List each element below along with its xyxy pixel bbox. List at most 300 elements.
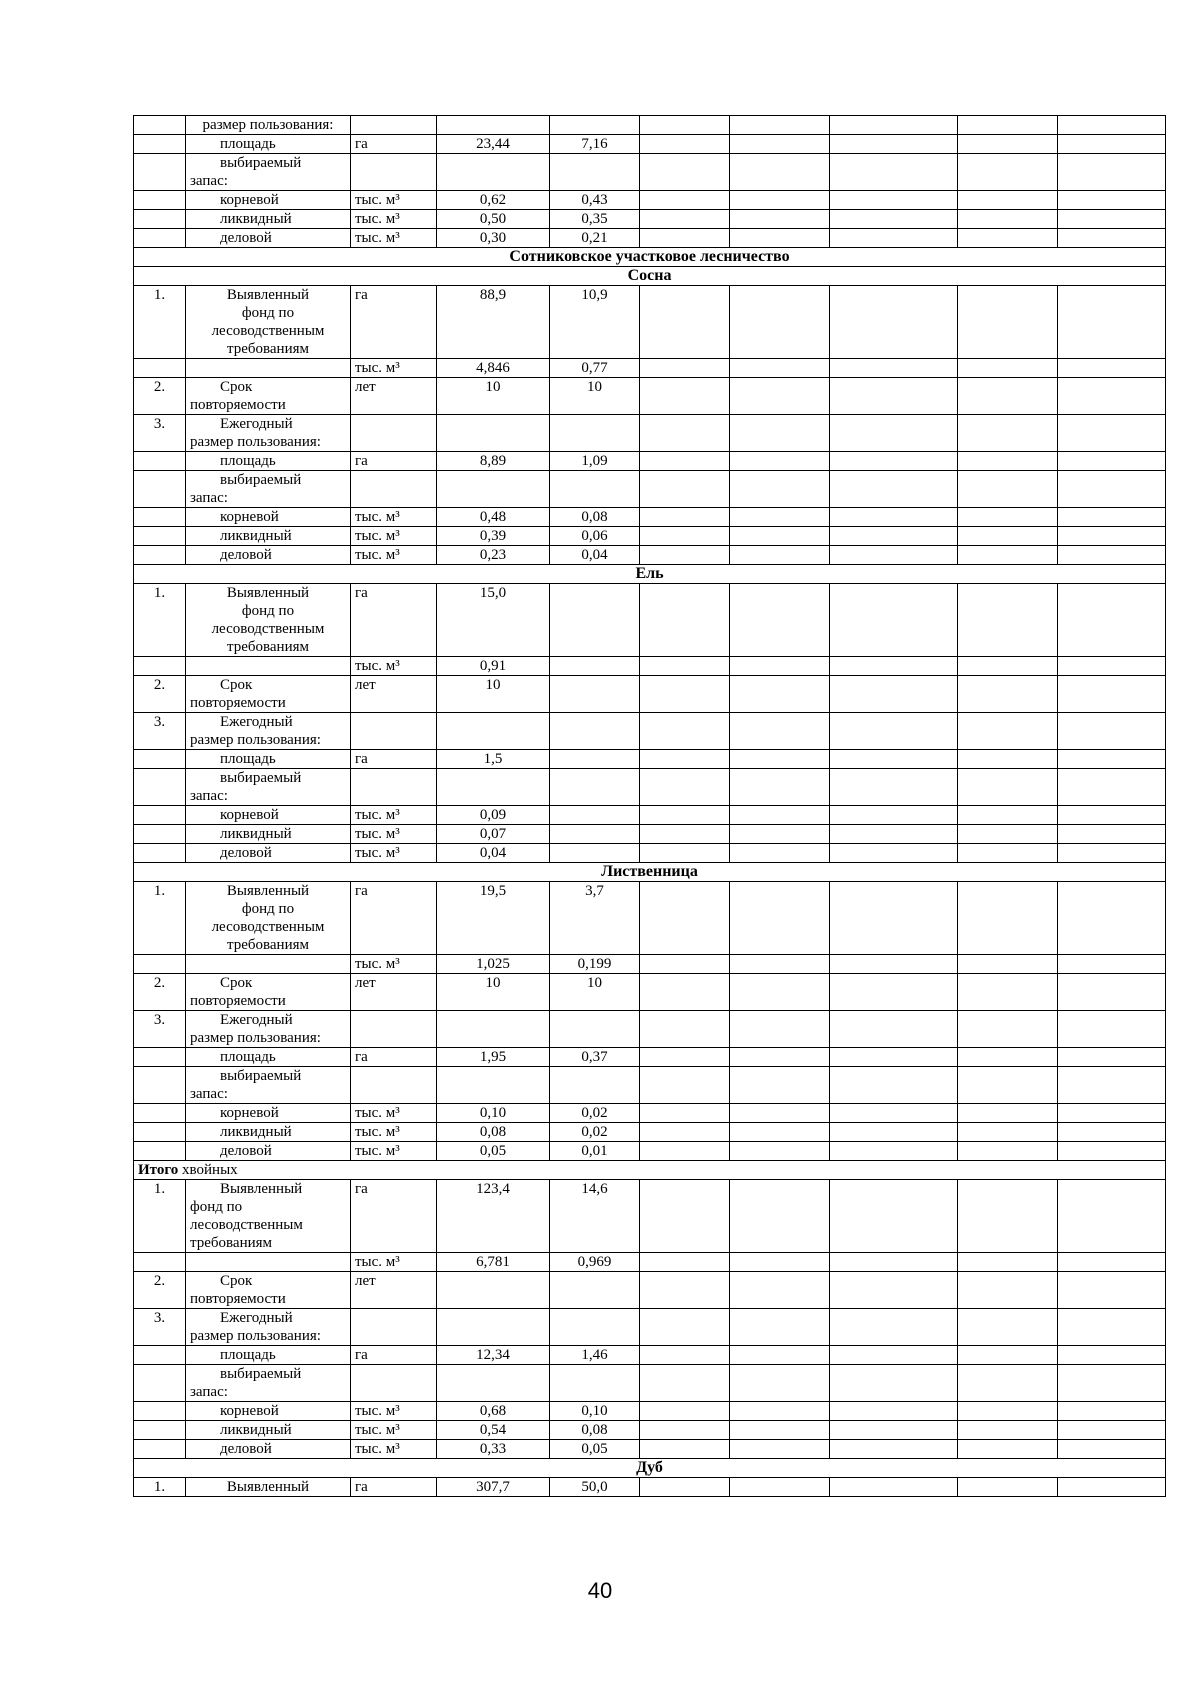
row-value-5 bbox=[830, 154, 958, 191]
row-value-7 bbox=[1058, 882, 1166, 955]
row-value-4 bbox=[730, 546, 830, 565]
row-value-5 bbox=[830, 713, 958, 750]
row-value-5 bbox=[830, 210, 958, 229]
row-value-6 bbox=[958, 415, 1058, 452]
row-number bbox=[134, 1365, 186, 1402]
row-item-line: площадь bbox=[220, 1049, 276, 1065]
row-value-2: 0,35 bbox=[550, 210, 640, 229]
row-value-2 bbox=[550, 1067, 640, 1104]
row-item bbox=[186, 1067, 351, 1104]
row-value-7 bbox=[1058, 1142, 1166, 1161]
row-unit: га bbox=[351, 1180, 437, 1253]
row-value-1 bbox=[437, 1365, 550, 1402]
row-value-3 bbox=[640, 769, 730, 806]
row-value-1: 0,08 bbox=[437, 1123, 550, 1142]
row-item bbox=[186, 657, 351, 676]
row-number bbox=[134, 116, 186, 135]
row-value-1: 88,9 bbox=[437, 286, 550, 359]
row-item bbox=[186, 527, 351, 546]
row-item-line: деловой bbox=[220, 230, 272, 246]
row-value-3 bbox=[640, 452, 730, 471]
row-item bbox=[186, 135, 351, 154]
section-header-row bbox=[134, 565, 1166, 584]
row-number: 2. bbox=[134, 1272, 186, 1309]
row-unit: тыс. м³ bbox=[351, 508, 437, 527]
row-value-7 bbox=[1058, 713, 1166, 750]
row-value-6 bbox=[958, 1180, 1058, 1253]
row-item-line: Срок bbox=[220, 379, 253, 395]
row-value-7 bbox=[1058, 210, 1166, 229]
row-item-line: требованиям bbox=[226, 639, 310, 655]
row-value-7 bbox=[1058, 135, 1166, 154]
table-row bbox=[134, 750, 1166, 769]
row-item-line: повторяемости bbox=[190, 695, 286, 711]
row-value-6 bbox=[958, 1346, 1058, 1365]
row-value-4 bbox=[730, 471, 830, 508]
row-value-7 bbox=[1058, 750, 1166, 769]
row-value-5 bbox=[830, 378, 958, 415]
row-value-1: 0,33 bbox=[437, 1440, 550, 1459]
table-row bbox=[134, 1309, 1166, 1346]
row-value-3 bbox=[640, 806, 730, 825]
row-value-6 bbox=[958, 1067, 1058, 1104]
row-value-4 bbox=[730, 713, 830, 750]
row-value-3 bbox=[640, 713, 730, 750]
row-item-line: Срок bbox=[220, 677, 253, 693]
row-value-3 bbox=[640, 1478, 730, 1497]
row-value-5 bbox=[830, 806, 958, 825]
row-value-5 bbox=[830, 546, 958, 565]
row-value-2 bbox=[550, 750, 640, 769]
row-value-7 bbox=[1058, 584, 1166, 657]
row-number bbox=[134, 1346, 186, 1365]
row-value-2 bbox=[550, 1309, 640, 1346]
row-value-4 bbox=[730, 769, 830, 806]
row-number bbox=[134, 1402, 186, 1421]
row-value-5 bbox=[830, 769, 958, 806]
row-value-4 bbox=[730, 806, 830, 825]
row-value-7 bbox=[1058, 229, 1166, 248]
row-value-3 bbox=[640, 1048, 730, 1067]
row-item bbox=[186, 1402, 351, 1421]
row-number: 2. bbox=[134, 676, 186, 713]
row-item bbox=[186, 508, 351, 527]
table-row bbox=[134, 508, 1166, 527]
row-value-7 bbox=[1058, 546, 1166, 565]
row-unit: тыс. м³ bbox=[351, 191, 437, 210]
row-value-4 bbox=[730, 955, 830, 974]
row-value-4 bbox=[730, 974, 830, 1011]
row-number bbox=[134, 769, 186, 806]
row-unit bbox=[351, 1067, 437, 1104]
row-number bbox=[134, 1142, 186, 1161]
row-item-line: размер пользования: bbox=[190, 434, 321, 450]
row-value-3 bbox=[640, 1272, 730, 1309]
row-value-5 bbox=[830, 508, 958, 527]
row-number bbox=[134, 359, 186, 378]
row-unit: тыс. м³ bbox=[351, 210, 437, 229]
row-value-7 bbox=[1058, 527, 1166, 546]
row-value-7 bbox=[1058, 1067, 1166, 1104]
row-value-2 bbox=[550, 676, 640, 713]
row-item-line: Срок bbox=[220, 975, 253, 991]
row-value-2: 0,969 bbox=[550, 1253, 640, 1272]
row-value-5 bbox=[830, 286, 958, 359]
row-value-3 bbox=[640, 676, 730, 713]
row-value-4 bbox=[730, 1402, 830, 1421]
row-value-1: 10 bbox=[437, 676, 550, 713]
row-value-1: 0,50 bbox=[437, 210, 550, 229]
row-value-1: 23,44 bbox=[437, 135, 550, 154]
row-item bbox=[186, 546, 351, 565]
row-value-2: 10 bbox=[550, 974, 640, 1011]
row-value-3 bbox=[640, 135, 730, 154]
row-value-1: 0,54 bbox=[437, 1421, 550, 1440]
row-value-2: 0,10 bbox=[550, 1402, 640, 1421]
table-row bbox=[134, 1402, 1166, 1421]
row-value-2: 1,46 bbox=[550, 1346, 640, 1365]
row-value-5 bbox=[830, 1272, 958, 1309]
row-item-line: размер пользования: bbox=[190, 1328, 321, 1344]
section-title: Сосна bbox=[134, 267, 1166, 286]
row-unit bbox=[351, 713, 437, 750]
row-item-line: запас: bbox=[190, 173, 228, 189]
row-value-2: 10 bbox=[550, 378, 640, 415]
row-value-2: 1,09 bbox=[550, 452, 640, 471]
row-value-6 bbox=[958, 806, 1058, 825]
row-value-6 bbox=[958, 135, 1058, 154]
row-value-5 bbox=[830, 1346, 958, 1365]
row-value-3 bbox=[640, 584, 730, 657]
row-item bbox=[186, 210, 351, 229]
table-row bbox=[134, 1253, 1166, 1272]
row-value-3 bbox=[640, 750, 730, 769]
row-value-7 bbox=[1058, 1253, 1166, 1272]
row-value-2: 10,9 bbox=[550, 286, 640, 359]
row-item bbox=[186, 229, 351, 248]
row-number: 3. bbox=[134, 1011, 186, 1048]
row-item bbox=[186, 1272, 351, 1309]
row-value-4 bbox=[730, 1440, 830, 1459]
row-item-line: фонд по bbox=[190, 1199, 243, 1215]
row-item-line: запас: bbox=[190, 788, 228, 804]
row-value-2 bbox=[550, 769, 640, 806]
row-value-1: 8,89 bbox=[437, 452, 550, 471]
table-row bbox=[134, 882, 1166, 955]
row-value-3 bbox=[640, 210, 730, 229]
row-value-2: 50,0 bbox=[550, 1478, 640, 1497]
row-value-5 bbox=[830, 657, 958, 676]
row-value-2 bbox=[550, 806, 640, 825]
row-item-line: выбираемый bbox=[220, 1366, 302, 1382]
row-value-7 bbox=[1058, 1123, 1166, 1142]
table-row bbox=[134, 844, 1166, 863]
row-value-3 bbox=[640, 1142, 730, 1161]
row-value-1: 10 bbox=[437, 378, 550, 415]
row-value-6 bbox=[958, 378, 1058, 415]
row-value-6 bbox=[958, 844, 1058, 863]
row-item-line: лесоводственным bbox=[211, 621, 325, 637]
row-value-2: 0,77 bbox=[550, 359, 640, 378]
row-value-1 bbox=[437, 1067, 550, 1104]
row-item-line: фонд по bbox=[241, 603, 295, 619]
row-value-5 bbox=[830, 415, 958, 452]
row-item bbox=[186, 1011, 351, 1048]
table-row bbox=[134, 286, 1166, 359]
section-title: Ель bbox=[134, 565, 1166, 584]
row-item-line: фонд по bbox=[241, 305, 295, 321]
row-value-1: 0,91 bbox=[437, 657, 550, 676]
row-number bbox=[134, 154, 186, 191]
row-value-1: 1,95 bbox=[437, 1048, 550, 1067]
row-item-line: размер пользования: bbox=[202, 117, 334, 133]
row-value-2: 0,02 bbox=[550, 1123, 640, 1142]
row-value-5 bbox=[830, 844, 958, 863]
row-value-6 bbox=[958, 657, 1058, 676]
row-value-4 bbox=[730, 135, 830, 154]
row-item-line: выбираемый bbox=[220, 472, 302, 488]
row-value-1: 0,04 bbox=[437, 844, 550, 863]
row-value-1: 0,07 bbox=[437, 825, 550, 844]
row-number: 1. bbox=[134, 584, 186, 657]
table-row bbox=[134, 769, 1166, 806]
row-unit: тыс. м³ bbox=[351, 1142, 437, 1161]
row-value-3 bbox=[640, 546, 730, 565]
row-item bbox=[186, 769, 351, 806]
section-title: Сотниковское участковое лесничество bbox=[134, 248, 1166, 267]
row-item-line: требованиям bbox=[226, 341, 310, 357]
row-number bbox=[134, 844, 186, 863]
row-value-7 bbox=[1058, 1440, 1166, 1459]
row-value-1: 1,5 bbox=[437, 750, 550, 769]
row-number: 1. bbox=[134, 1478, 186, 1497]
row-value-7 bbox=[1058, 657, 1166, 676]
row-value-1: 0,23 bbox=[437, 546, 550, 565]
row-value-6 bbox=[958, 1421, 1058, 1440]
row-value-6 bbox=[958, 527, 1058, 546]
row-item-line: корневой bbox=[220, 1403, 279, 1419]
row-item bbox=[186, 882, 351, 955]
row-item-line: Ежегодный bbox=[220, 1012, 293, 1028]
row-value-5 bbox=[830, 359, 958, 378]
row-value-2: 0,08 bbox=[550, 508, 640, 527]
row-item-line: лесоводственным bbox=[190, 1217, 303, 1233]
subtotal-header-row bbox=[134, 1161, 1166, 1180]
row-number bbox=[134, 229, 186, 248]
forest-use-table bbox=[133, 115, 1166, 1497]
row-unit: га bbox=[351, 135, 437, 154]
row-item-line: площадь bbox=[220, 453, 276, 469]
table-row bbox=[134, 1123, 1166, 1142]
row-value-3 bbox=[640, 882, 730, 955]
row-value-6 bbox=[958, 116, 1058, 135]
row-unit: тыс. м³ bbox=[351, 1440, 437, 1459]
row-item bbox=[186, 191, 351, 210]
row-unit bbox=[351, 154, 437, 191]
table-row bbox=[134, 1142, 1166, 1161]
row-number bbox=[134, 750, 186, 769]
row-number bbox=[134, 1123, 186, 1142]
row-value-5 bbox=[830, 1309, 958, 1346]
row-value-6 bbox=[958, 471, 1058, 508]
page-number: 40 bbox=[587, 1578, 613, 1603]
row-unit: тыс. м³ bbox=[351, 806, 437, 825]
row-value-7 bbox=[1058, 1421, 1166, 1440]
row-value-1: 0,30 bbox=[437, 229, 550, 248]
row-value-6 bbox=[958, 286, 1058, 359]
row-value-2 bbox=[550, 657, 640, 676]
row-value-6 bbox=[958, 1048, 1058, 1067]
row-item bbox=[186, 1440, 351, 1459]
table-row bbox=[134, 974, 1166, 1011]
table-row bbox=[134, 229, 1166, 248]
row-number: 3. bbox=[134, 415, 186, 452]
row-item bbox=[186, 750, 351, 769]
row-value-4 bbox=[730, 882, 830, 955]
row-value-6 bbox=[958, 508, 1058, 527]
row-value-4 bbox=[730, 844, 830, 863]
row-value-6 bbox=[958, 359, 1058, 378]
row-value-2 bbox=[550, 1365, 640, 1402]
row-item bbox=[186, 825, 351, 844]
row-value-6 bbox=[958, 191, 1058, 210]
row-number bbox=[134, 1421, 186, 1440]
row-item-line: ликвидный bbox=[220, 826, 292, 842]
row-item bbox=[186, 359, 351, 378]
row-value-3 bbox=[640, 844, 730, 863]
row-value-6 bbox=[958, 1104, 1058, 1123]
row-item bbox=[186, 676, 351, 713]
row-item bbox=[186, 1180, 351, 1253]
row-value-6 bbox=[958, 825, 1058, 844]
row-value-2: 0,04 bbox=[550, 546, 640, 565]
row-value-6 bbox=[958, 584, 1058, 657]
row-number bbox=[134, 471, 186, 508]
row-value-4 bbox=[730, 1067, 830, 1104]
row-value-6 bbox=[958, 229, 1058, 248]
row-value-3 bbox=[640, 229, 730, 248]
row-value-7 bbox=[1058, 415, 1166, 452]
row-item bbox=[186, 286, 351, 359]
row-value-7 bbox=[1058, 452, 1166, 471]
row-value-7 bbox=[1058, 1011, 1166, 1048]
table-row bbox=[134, 1011, 1166, 1048]
table-row bbox=[134, 471, 1166, 508]
row-value-6 bbox=[958, 1309, 1058, 1346]
row-item bbox=[186, 471, 351, 508]
row-value-2: 0,08 bbox=[550, 1421, 640, 1440]
table-row bbox=[134, 359, 1166, 378]
row-value-5 bbox=[830, 191, 958, 210]
row-value-7 bbox=[1058, 1309, 1166, 1346]
row-value-5 bbox=[830, 1253, 958, 1272]
row-value-7 bbox=[1058, 359, 1166, 378]
row-item-line: запас: bbox=[190, 490, 228, 506]
table-row bbox=[134, 1104, 1166, 1123]
table-row bbox=[134, 378, 1166, 415]
row-item bbox=[186, 1346, 351, 1365]
row-value-6 bbox=[958, 1440, 1058, 1459]
row-item-line: ликвидный bbox=[220, 1422, 292, 1438]
row-value-1 bbox=[437, 116, 550, 135]
row-value-3 bbox=[640, 1180, 730, 1253]
row-number bbox=[134, 806, 186, 825]
row-unit: тыс. м³ bbox=[351, 1421, 437, 1440]
row-value-1 bbox=[437, 471, 550, 508]
row-item-line: ликвидный bbox=[220, 1124, 292, 1140]
row-value-4 bbox=[730, 1346, 830, 1365]
row-item-line: выбираемый bbox=[220, 1068, 302, 1084]
row-value-2: 0,02 bbox=[550, 1104, 640, 1123]
row-value-4 bbox=[730, 676, 830, 713]
table-row bbox=[134, 713, 1166, 750]
row-item bbox=[186, 1365, 351, 1402]
row-value-3 bbox=[640, 1402, 730, 1421]
row-value-2 bbox=[550, 844, 640, 863]
row-item-line: ликвидный bbox=[220, 528, 292, 544]
row-unit: лет bbox=[351, 1272, 437, 1309]
row-value-7 bbox=[1058, 378, 1166, 415]
row-value-5 bbox=[830, 135, 958, 154]
row-value-3 bbox=[640, 154, 730, 191]
row-item-line: деловой bbox=[220, 845, 272, 861]
row-value-3 bbox=[640, 471, 730, 508]
row-value-7 bbox=[1058, 769, 1166, 806]
table-row bbox=[134, 210, 1166, 229]
row-value-5 bbox=[830, 1421, 958, 1440]
row-value-4 bbox=[730, 116, 830, 135]
row-item-line: корневой bbox=[220, 509, 279, 525]
row-unit: тыс. м³ bbox=[351, 955, 437, 974]
row-value-4 bbox=[730, 452, 830, 471]
row-value-4 bbox=[730, 657, 830, 676]
row-item-line: Ежегодный bbox=[220, 1310, 293, 1326]
row-value-3 bbox=[640, 974, 730, 1011]
section-header-row bbox=[134, 248, 1166, 267]
row-value-1: 1,025 bbox=[437, 955, 550, 974]
row-number: 2. bbox=[134, 378, 186, 415]
row-item-line: требованиям bbox=[190, 1235, 273, 1251]
row-number bbox=[134, 452, 186, 471]
row-item-line: деловой bbox=[220, 1441, 272, 1457]
row-number bbox=[134, 1048, 186, 1067]
table-row bbox=[134, 191, 1166, 210]
row-item-line: Выявленный bbox=[226, 585, 310, 601]
table-row bbox=[134, 676, 1166, 713]
row-value-4 bbox=[730, 229, 830, 248]
row-number bbox=[134, 191, 186, 210]
row-item bbox=[186, 116, 351, 135]
table-body bbox=[134, 116, 1166, 1497]
row-value-5 bbox=[830, 527, 958, 546]
subtotal-title bbox=[134, 1161, 1166, 1180]
row-value-1 bbox=[437, 769, 550, 806]
table-row bbox=[134, 135, 1166, 154]
row-value-2: 0,01 bbox=[550, 1142, 640, 1161]
row-value-6 bbox=[958, 546, 1058, 565]
row-value-2 bbox=[550, 1011, 640, 1048]
row-value-4 bbox=[730, 191, 830, 210]
row-value-2 bbox=[550, 415, 640, 452]
row-value-4 bbox=[730, 1253, 830, 1272]
row-unit: га bbox=[351, 1346, 437, 1365]
row-number: 3. bbox=[134, 1309, 186, 1346]
row-value-3 bbox=[640, 1104, 730, 1123]
row-item-line: выбираемый bbox=[220, 155, 302, 171]
row-value-4 bbox=[730, 1104, 830, 1123]
row-value-1 bbox=[437, 415, 550, 452]
row-value-5 bbox=[830, 1142, 958, 1161]
